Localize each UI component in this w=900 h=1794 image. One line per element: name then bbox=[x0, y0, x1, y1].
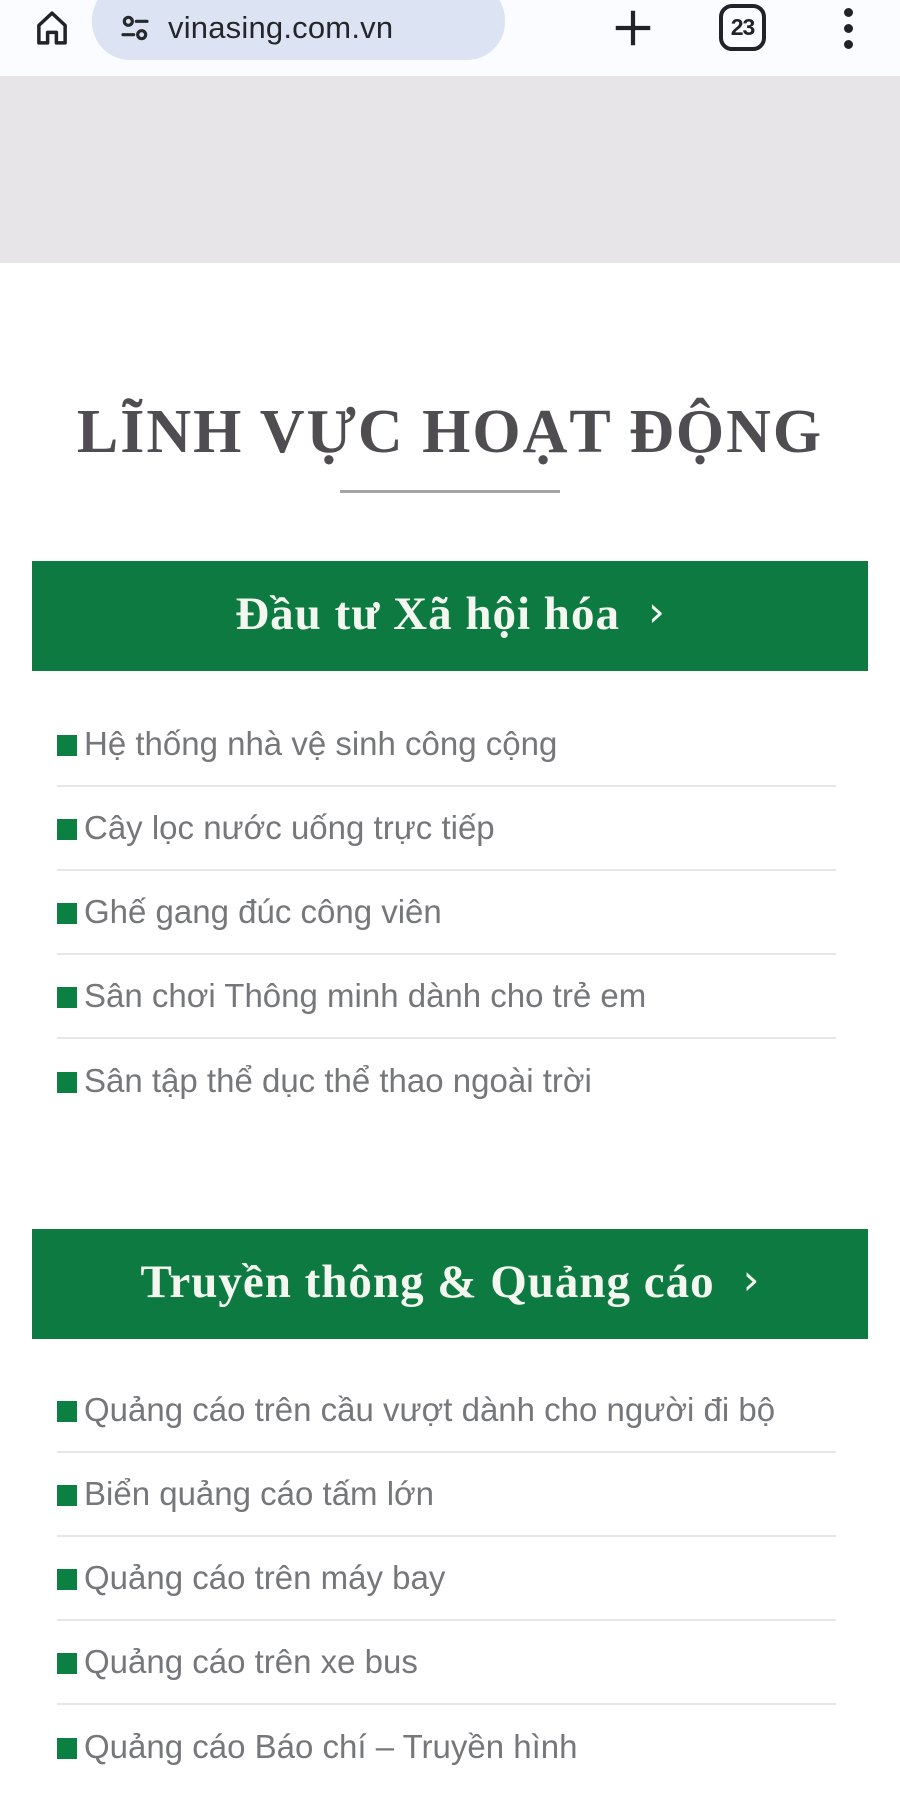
home-icon bbox=[31, 7, 73, 49]
section-banner-truyen-thong-quang-cao[interactable] bbox=[32, 1229, 868, 1339]
list-item-label: Sân chơi Thông minh dành cho trẻ em bbox=[84, 977, 647, 1015]
list-item[interactable] bbox=[57, 871, 836, 955]
new-tab-button[interactable] bbox=[608, 3, 658, 53]
section-banner-label: Truyền thông & Quảng cáo bbox=[140, 1255, 715, 1308]
list-item-label: Quảng cáo trên máy bay bbox=[84, 1559, 446, 1597]
list-item[interactable] bbox=[57, 1537, 836, 1621]
bullet-square-icon bbox=[57, 1485, 77, 1506]
bullet-square-icon bbox=[57, 1401, 77, 1422]
list-item-label: Biển quảng cáo tấm lớn bbox=[84, 1475, 435, 1513]
url-text: vinasing.com.vn bbox=[168, 10, 394, 45]
bullet-square-icon bbox=[57, 735, 77, 756]
page-title: LĨNH VỰC HOẠT ĐỘNG bbox=[76, 398, 824, 466]
url-bar[interactable] bbox=[92, 0, 505, 60]
list-item[interactable] bbox=[57, 1453, 836, 1537]
chevron-right-icon: › bbox=[647, 587, 665, 636]
list-item[interactable] bbox=[57, 1039, 836, 1123]
plus-icon bbox=[610, 5, 656, 51]
list-item[interactable] bbox=[57, 1369, 836, 1453]
list-item[interactable] bbox=[57, 1705, 836, 1789]
section-banner-dau-tu-xa-hoi-hoa[interactable] bbox=[32, 561, 868, 671]
tab-switcher-button[interactable] bbox=[719, 4, 766, 51]
bullet-square-icon bbox=[57, 819, 77, 840]
list-item-label: Quảng cáo trên xe bus bbox=[84, 1643, 418, 1681]
bullet-square-icon bbox=[57, 903, 77, 924]
list-item-label: Cây lọc nước uống trực tiếp bbox=[84, 809, 495, 847]
list-item[interactable] bbox=[57, 955, 836, 1039]
list-item-label: Ghế gang đúc công viên bbox=[84, 893, 442, 931]
hero-image-placeholder bbox=[0, 76, 900, 263]
home-button[interactable] bbox=[28, 4, 76, 52]
title-divider bbox=[340, 490, 560, 493]
bullet-square-icon bbox=[57, 987, 77, 1008]
section-link-list bbox=[57, 1369, 836, 1789]
list-item-label: Quảng cáo Báo chí – Truyền hình bbox=[84, 1728, 578, 1766]
bullet-square-icon bbox=[57, 1738, 77, 1759]
section-link-list bbox=[57, 703, 836, 1123]
browser-toolbar bbox=[0, 0, 900, 76]
list-item-label: Quảng cáo trên cầu vượt dành cho người đi bộ bbox=[84, 1391, 776, 1429]
section-banner-label: Đầu tư Xã hội hóa bbox=[235, 587, 620, 640]
bullet-square-icon bbox=[57, 1653, 77, 1674]
bullet-square-icon bbox=[57, 1569, 77, 1590]
browser-menu-button[interactable] bbox=[828, 2, 868, 54]
page-content bbox=[0, 398, 900, 1789]
list-item-label: Sân tập thể dục thể thao ngoài trời bbox=[84, 1062, 592, 1100]
list-item[interactable] bbox=[57, 703, 836, 787]
chevron-right-icon: › bbox=[742, 1255, 760, 1304]
list-item[interactable] bbox=[57, 787, 836, 871]
bullet-square-icon bbox=[57, 1072, 77, 1093]
tab-count-badge: 23 bbox=[730, 14, 755, 40]
site-settings-tune-icon[interactable] bbox=[118, 11, 152, 45]
list-item-label: Hệ thống nhà vệ sinh công cộng bbox=[84, 725, 558, 763]
list-item[interactable] bbox=[57, 1621, 836, 1705]
